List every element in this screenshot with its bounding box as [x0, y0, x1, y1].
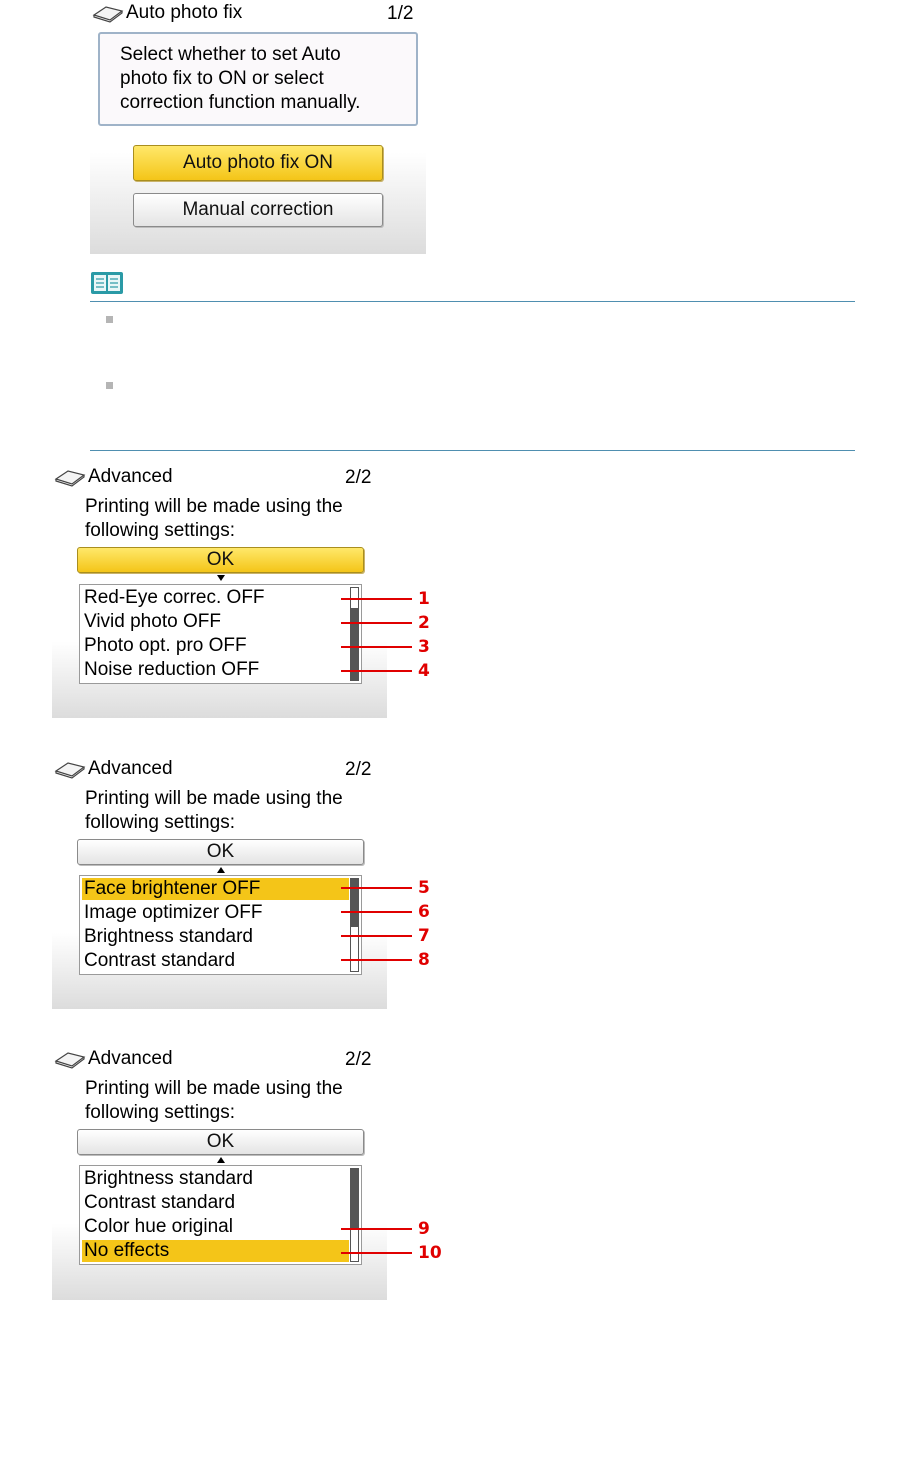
callout-number-5: 5	[418, 878, 430, 898]
screen-header	[92, 2, 242, 24]
list-item-image-optimizer[interactable]: Image optimizer OFF	[84, 902, 263, 923]
message-line: Printing will be made using the	[85, 788, 343, 809]
list-scrollbar[interactable]	[350, 587, 359, 681]
screen-title: Advanced	[88, 466, 173, 487]
callout-number-10: 10	[418, 1243, 442, 1263]
scroll-up-arrow-icon	[217, 867, 225, 873]
message-line: Printing will be made using the	[85, 496, 343, 517]
tray-icon	[54, 1049, 86, 1069]
settings-list	[79, 1165, 362, 1265]
message-line: following settings:	[85, 812, 235, 833]
callout-number-2: 2	[418, 613, 430, 633]
callout-line-4	[341, 670, 412, 672]
page-indicator: 2/2	[345, 1049, 372, 1070]
callout-number-4: 4	[418, 661, 430, 681]
settings-list	[79, 584, 362, 684]
message-line: correction function manually.	[120, 92, 361, 113]
screen-title: Advanced	[88, 758, 173, 779]
list-scrollbar[interactable]	[350, 878, 359, 972]
message-box	[98, 32, 418, 126]
lcd-screen-advanced-1	[52, 463, 387, 718]
callout-line-10	[341, 1252, 412, 1254]
callout-line-8	[341, 959, 412, 961]
message-line: photo fix to ON or select	[120, 68, 324, 89]
list-item-contrast[interactable]: Contrast standard	[84, 950, 236, 971]
note-book-icon	[90, 271, 124, 295]
message-line: following settings:	[85, 520, 235, 541]
message-line: Printing will be made using the	[85, 1078, 343, 1099]
tray-icon	[92, 3, 124, 23]
note-bullet-icon	[106, 382, 113, 389]
list-item-red-eye-correction[interactable]: Red-Eye correc. OFF	[84, 587, 265, 608]
scroll-down-arrow-icon	[217, 575, 225, 581]
callout-line-7	[341, 935, 412, 937]
callout-line-3	[341, 646, 412, 648]
screen-header	[54, 1048, 173, 1070]
tray-icon	[54, 467, 86, 487]
lcd-screen-auto-photo-fix	[90, 0, 426, 254]
screen-header	[54, 466, 173, 488]
ok-button[interactable]: OK	[77, 1129, 364, 1155]
screen-title: Auto photo fix	[126, 2, 243, 23]
ok-button[interactable]: OK	[77, 839, 364, 865]
list-item-brightness[interactable]: Brightness standard	[84, 1168, 253, 1189]
message-line: following settings:	[85, 1102, 235, 1123]
callout-line-2	[341, 622, 412, 624]
note-bottom-divider	[90, 450, 855, 451]
list-item-no-effects[interactable]: No effects	[82, 1240, 349, 1262]
note-bullet-icon	[106, 316, 113, 323]
scroll-up-arrow-icon	[217, 1157, 225, 1163]
list-item-brightness[interactable]: Brightness standard	[84, 926, 253, 947]
callout-number-8: 8	[418, 950, 430, 970]
page-indicator: 2/2	[345, 759, 372, 780]
list-scrollbar[interactable]	[350, 1168, 359, 1262]
lcd-screen-advanced-2	[52, 755, 387, 1009]
list-item-color-hue[interactable]: Color hue original	[84, 1216, 233, 1237]
manual-correction-button[interactable]: Manual correction	[133, 193, 383, 227]
callout-number-6: 6	[418, 902, 430, 922]
settings-list	[79, 875, 362, 975]
page-indicator: 1/2	[387, 3, 414, 24]
ok-button[interactable]: OK	[77, 547, 364, 573]
screen-header	[54, 758, 173, 780]
list-item-photo-optimizer-pro[interactable]: Photo opt. pro OFF	[84, 635, 247, 656]
scrollbar-thumb[interactable]	[351, 1169, 358, 1229]
page-indicator: 2/2	[345, 467, 372, 488]
auto-photo-fix-on-button[interactable]: Auto photo fix ON	[133, 145, 383, 181]
callout-line-1	[341, 598, 412, 600]
list-item-face-brightener[interactable]: Face brightener OFF	[82, 878, 349, 900]
callout-line-5	[341, 887, 412, 889]
callout-number-1: 1	[418, 589, 430, 609]
note-top-divider	[90, 301, 855, 302]
list-item-noise-reduction[interactable]: Noise reduction OFF	[84, 659, 260, 680]
message-line: Select whether to set Auto	[120, 44, 341, 65]
callout-line-9	[341, 1228, 412, 1230]
callout-number-7: 7	[418, 926, 430, 946]
list-item-vivid-photo[interactable]: Vivid photo OFF	[84, 611, 221, 632]
callout-number-3: 3	[418, 637, 430, 657]
lcd-screen-advanced-3	[52, 1045, 387, 1300]
callout-number-9: 9	[418, 1219, 430, 1239]
tray-icon	[54, 759, 86, 779]
screen-title: Advanced	[88, 1048, 173, 1069]
callout-line-6	[341, 911, 412, 913]
list-item-contrast[interactable]: Contrast standard	[84, 1192, 236, 1213]
